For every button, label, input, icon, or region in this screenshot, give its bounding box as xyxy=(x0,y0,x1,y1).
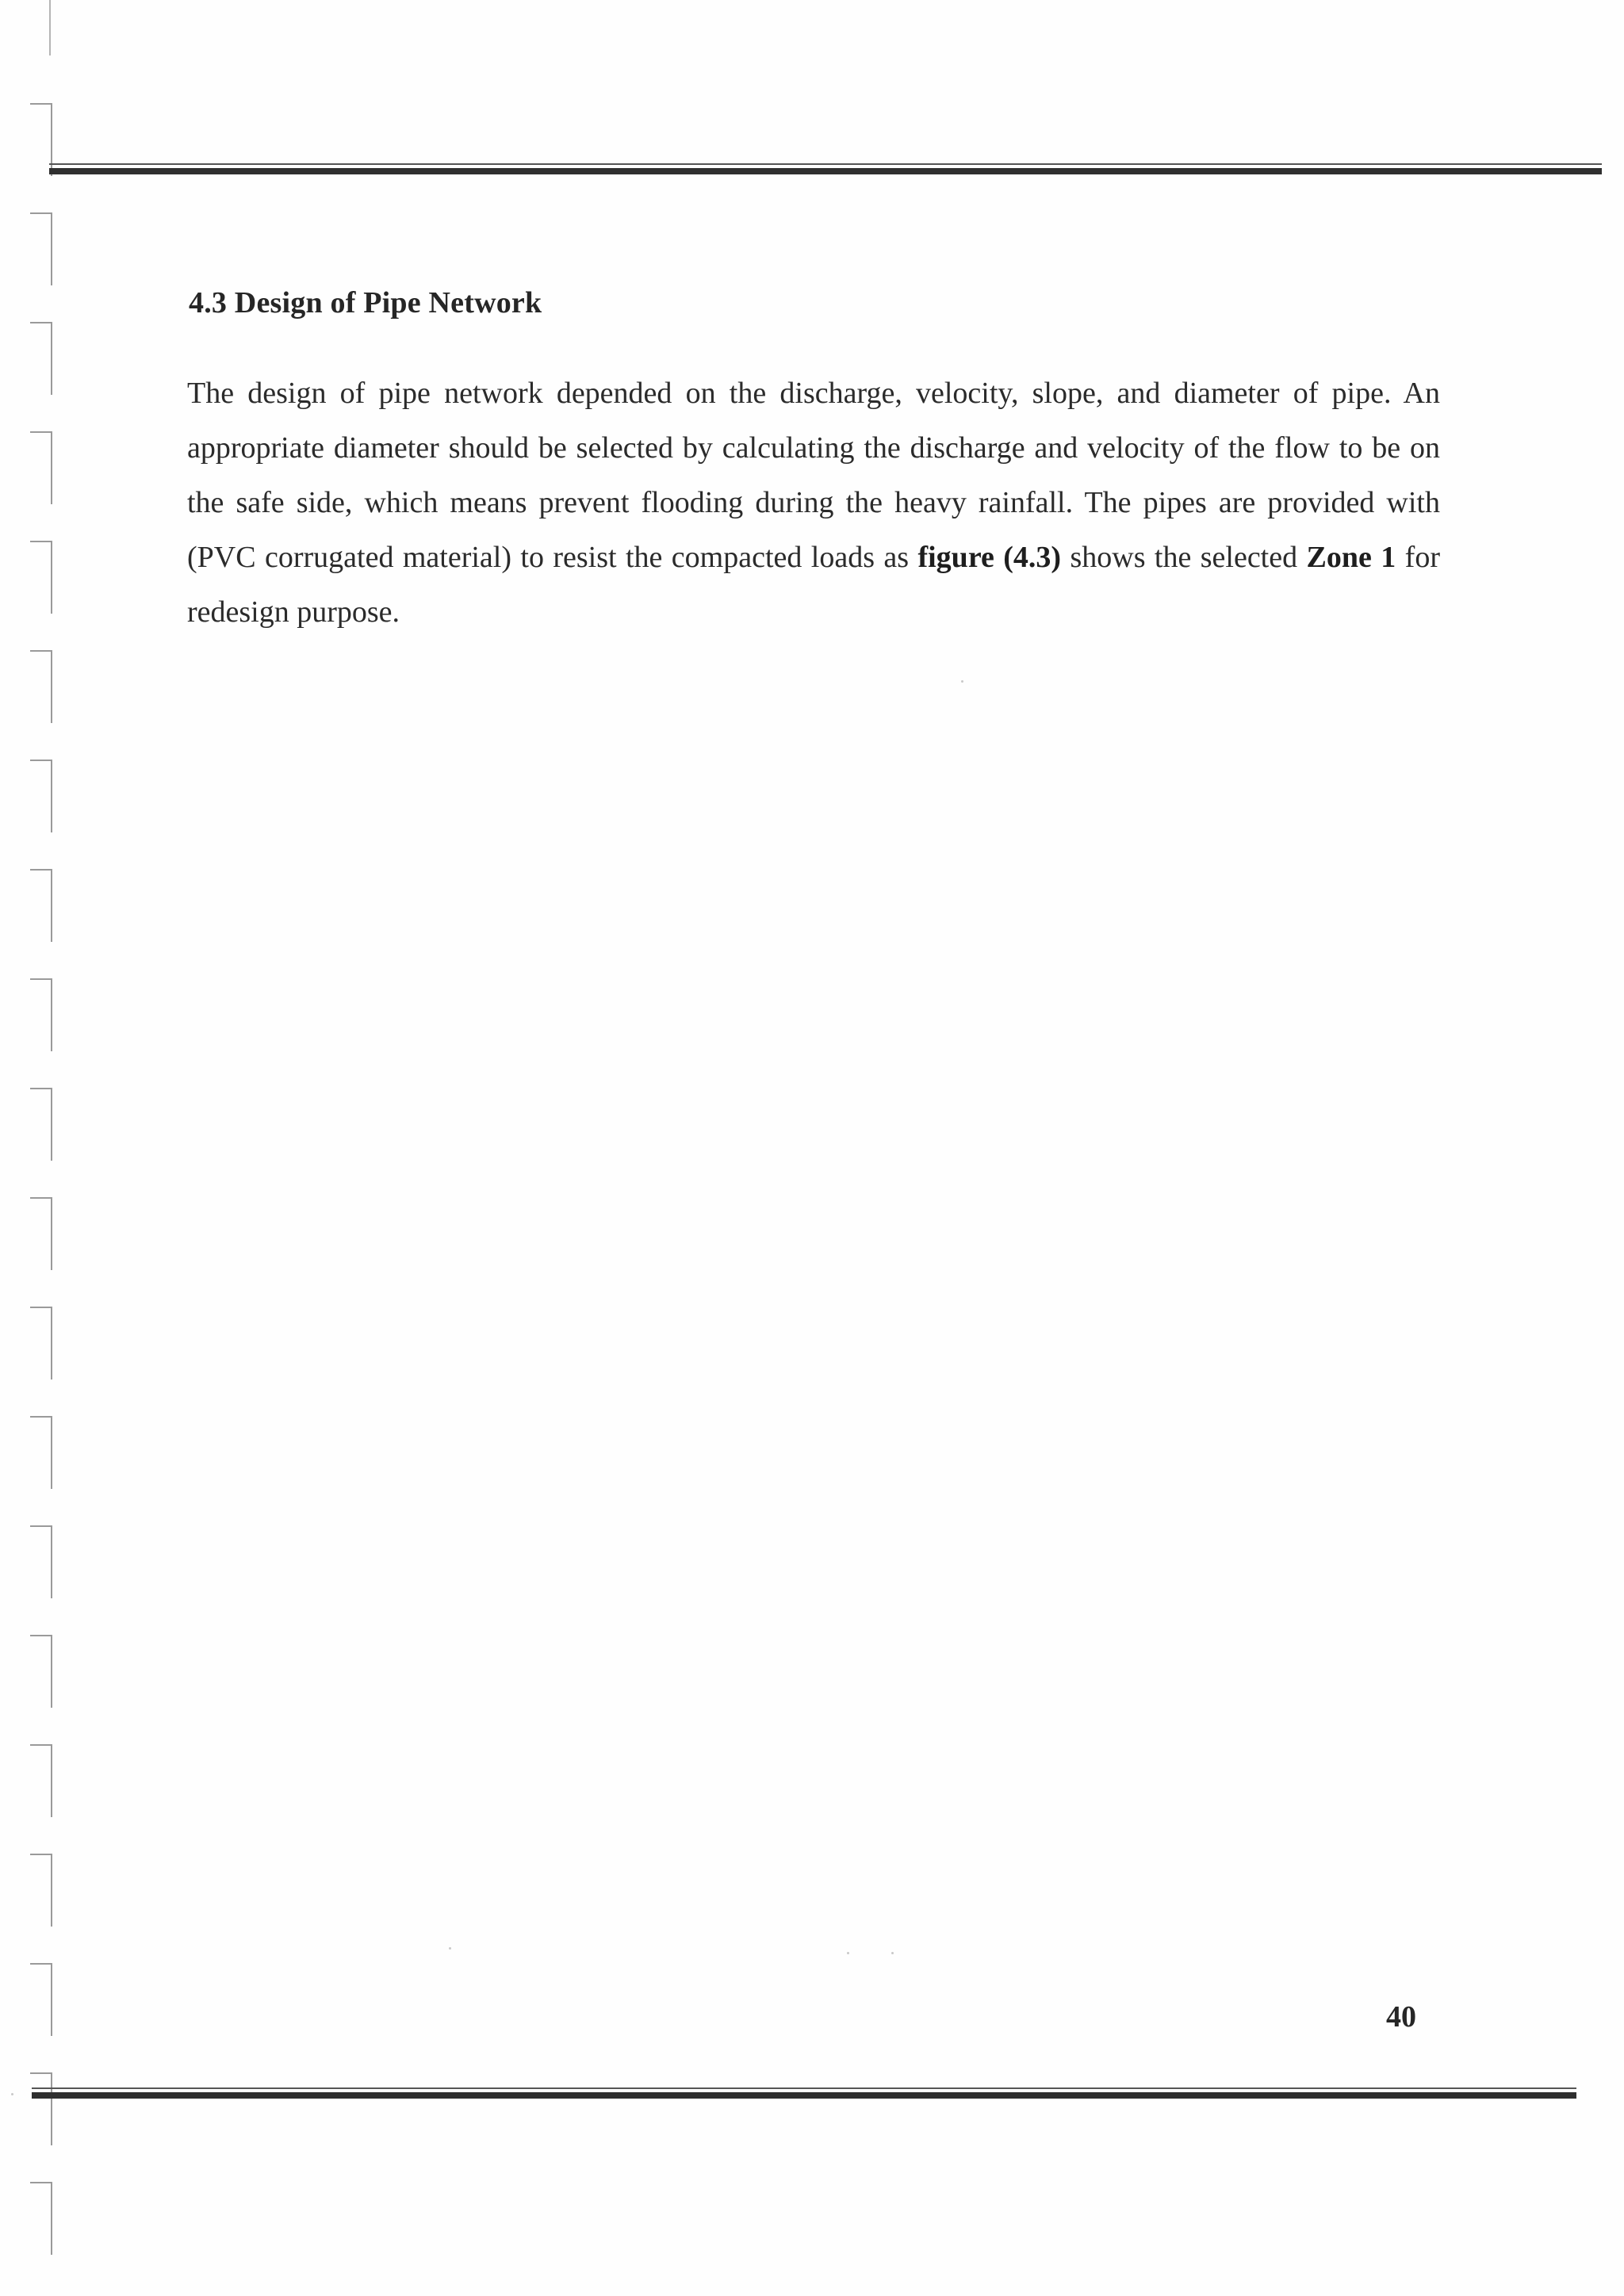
scan-speck xyxy=(449,1947,451,1950)
binding-mark xyxy=(30,1635,52,1708)
binding-mark xyxy=(30,1744,52,1817)
paragraph-text: shows the selected xyxy=(1061,541,1307,574)
binding-mark xyxy=(30,212,52,285)
figure-reference: figure (4.3) xyxy=(917,541,1062,574)
header-rule xyxy=(49,163,1602,178)
scan-speck xyxy=(891,1952,894,1954)
binding-mark xyxy=(30,760,52,832)
section-heading: 4.3 Design of Pipe Network xyxy=(189,286,542,320)
footer-rule xyxy=(32,2087,1576,2102)
binding-mark xyxy=(30,2072,52,2145)
binding-mark xyxy=(30,1963,52,2036)
binding-mark xyxy=(30,978,52,1051)
paragraph-text: The design of pipe network depended on the discharge, velocity, slope, and diameter of pipe. An appropriate diameter should be selected by calculating the discharge and velocity of the flow to be on the safe side, which means prevent flooding during the heavy rainfall. The pipes are provided with (PVC corrugated material) to resist the compacted loads as xyxy=(187,377,1440,574)
binding-mark xyxy=(30,541,52,614)
binding-mark xyxy=(30,431,52,504)
paragraph-text: for redesign purpose. xyxy=(187,541,1440,629)
binding-mark xyxy=(30,322,52,395)
binding-mark xyxy=(30,2182,52,2255)
scan-speck xyxy=(11,2093,13,2095)
scan-speck xyxy=(961,680,963,683)
binding-mark xyxy=(30,650,52,723)
binding-edge-line xyxy=(49,0,51,55)
scan-speck xyxy=(847,1952,849,1954)
binding-mark xyxy=(30,869,52,942)
binding-mark xyxy=(30,1854,52,1927)
body-paragraph xyxy=(187,366,1440,640)
zone-reference: Zone 1 xyxy=(1306,541,1396,574)
binding-mark xyxy=(30,1307,52,1380)
binding-mark xyxy=(30,1197,52,1270)
binding-mark xyxy=(30,1525,52,1598)
binding-mark xyxy=(30,1416,52,1489)
page-number: 40 xyxy=(1386,2000,1416,2034)
binding-mark xyxy=(30,1088,52,1161)
